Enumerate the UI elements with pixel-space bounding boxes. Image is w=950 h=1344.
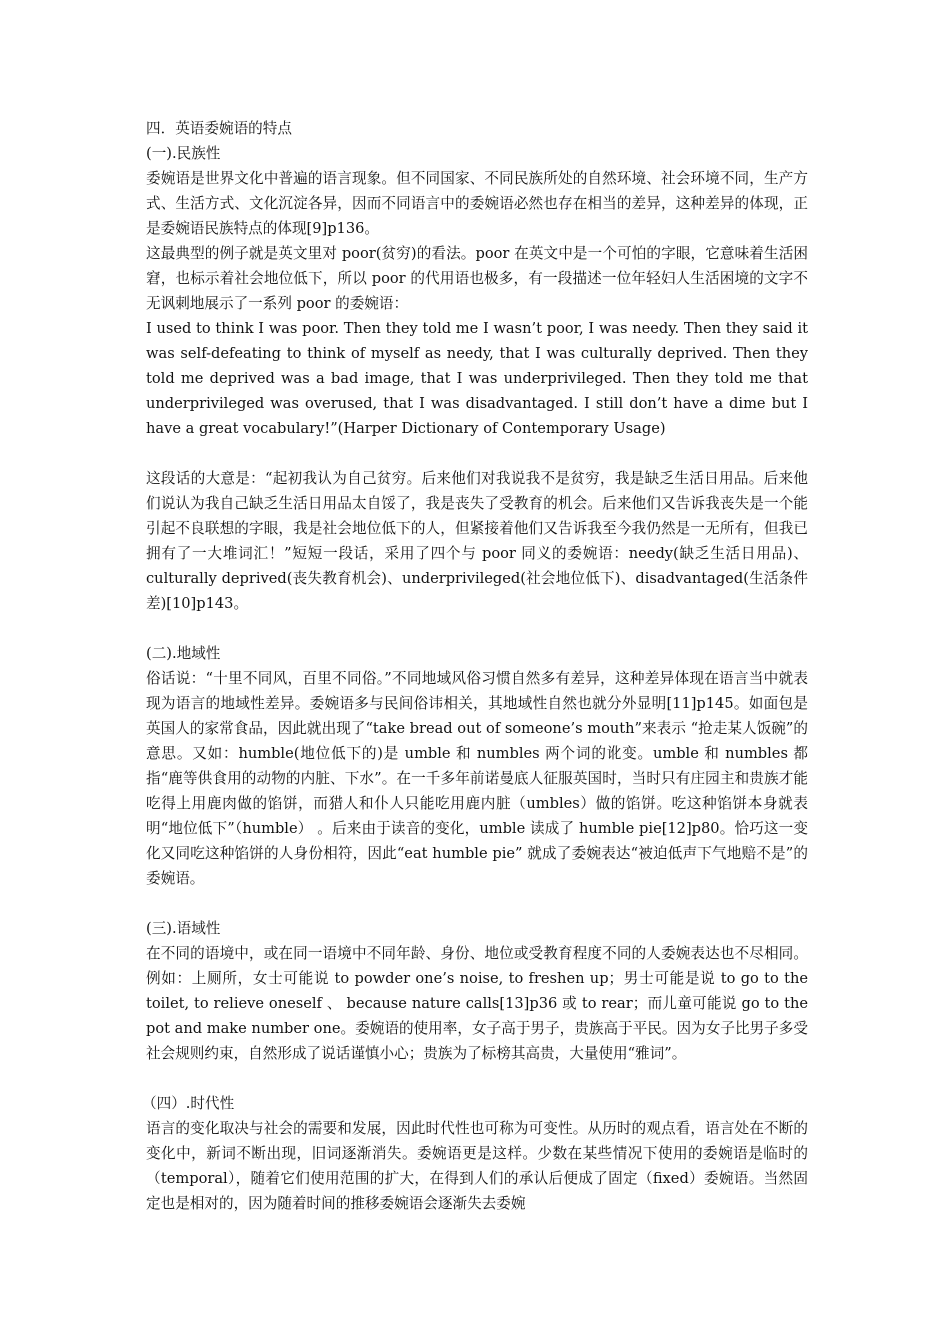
section-heading-register: (三).语域性	[146, 920, 221, 937]
paragraph-gap	[146, 616, 808, 641]
paragraph-ethnic-intro: 委婉语是世界文化中普遍的语言现象。但不同国家、不同民族所处的自然环境、社会环境不同，生产方式、生活方式、文化沉淀各异，因而不同语言中的委婉语必然也存在相当的差异，这种差异的体现，正是委婉语民族特点的体现[9]p136。	[146, 170, 808, 237]
section-heading-era: （四）.时代性	[142, 1095, 235, 1112]
section-heading-regional: (二).地域性	[146, 645, 221, 662]
document-title: 四．英语委婉语的特点	[146, 120, 292, 137]
paragraph-era: 语言的变化取决与社会的需要和发展，因此时代性也可称为可变性。从历时的观点看，语言处在不断的变化中，新词不断出现，旧词逐渐消失。委婉语更是这样。少数在某些情况下使用的委婉语是临时的（temporal），随着它们使用范围的扩大，在得到人们的承认后便成了固定（fixed）委婉语。当然固定也是相对的，因为随着时间的推移委婉语会逐渐失去委婉	[146, 1120, 808, 1212]
paragraph-gap	[146, 1066, 808, 1091]
paragraph-poor-example: 这最典型的例子就是英文里对 poor(贫穷)的看法。poor 在英文中是一个可怕的字眼，它意味着生活困窘，也标示着社会地位低下，所以 poor 的代用语也极多，有一段描述一位年轻妇人生活困境的文字不无讽刺地展示了一系列 poor 的委婉语：	[146, 245, 808, 312]
paragraph-gap	[146, 441, 808, 466]
document-page	[142, 116, 808, 1216]
section-heading-ethnic: (一).民族性	[146, 145, 221, 162]
paragraph-register: 在不同的语境中，或在同一语境中不同年龄、身份、地位或受教育程度不同的人委婉表达也不尽相同。例如：上厕所，女士可能说 to powder one’s noise, to freshen up；男士可能是说 to go to the toilet, to relieve oneself 、 because nature calls[13]p36 或 to rear；而儿童可能说 go to the pot and make number one。委婉语的使用率，女子高于男子，贵族高于平民。因为女子比男子多受社会规则约束，自然形成了说话谨慎小心；贵族为了标榜其高贵，大量使用“雅词”。	[146, 945, 808, 1062]
paragraph-gap	[146, 891, 808, 916]
paragraph-quote-translation: 这段话的大意是：“起初我认为自己贫穷。后来他们对我说我不是贫穷，我是缺乏生活日用品。后来他们说认为我自己缺乏生活日用品太自馁了，我是丧失了受教育的机会。后来他们又告诉我丧失是一个能引起不良联想的字眼，我是社会地位低下的人，但紧接着他们又告诉我至今我仍然是一无所有，但我已拥有了一大堆词汇！”短短一段话，采用了四个与 poor 同义的委婉语：needy(缺乏生活日用品)、culturally deprived(丧失教育机会)、underprivileged(社会地位低下)、disadvantaged(生活条件差)[10]p143。	[146, 470, 808, 612]
paragraph-regional: 俗话说：“十里不同风，百里不同俗。”不同地域风俗习惯自然多有差异，这种差异体现在语言当中就表现为语言的地域性差异。委婉语多与民间俗讳相关，其地域性自然也就分外显明[11]p145。如面包是英国人的家常食品，因此就出现了“take bread out of someone’s mouth”来表示 “抢走某人饭碗”的意思。又如：humble(地位低下的)是 umble 和 numbles 两个词的讹变。umble 和 numbles 都指“鹿等供食用的动物的内脏、下水”。在一千多年前诺曼底人征服英国时，当时只有庄园主和贵族才能吃得上用鹿肉做的馅饼，而猎人和仆人只能吃用鹿内脏（umbles）做的馅饼。吃这种馅饼本身就表明“地位低下”（humble） 。后来由于读音的变化，umble 读成了 humble pie[12]p80。恰巧这一变化又同吃这种馅饼的人身份相符，因此“eat humble pie” 就成了委婉表达“被迫低声下气地赔不是”的委婉语。	[146, 670, 808, 887]
paragraph-english-quote: I used to think I was poor. Then they told me I wasn’t poor, I was needy. Then they said it was self-defeating to think of myself as needy, that I was culturally deprived. Then they told me deprived was a bad image, that I was underprivileged. Then they told me that underprivileged was overused, that I was disadvantaged. I still don’t have a dime but I have a great vocabulary!”(Harper Dictionary of Contemporary Usage)	[146, 320, 808, 437]
